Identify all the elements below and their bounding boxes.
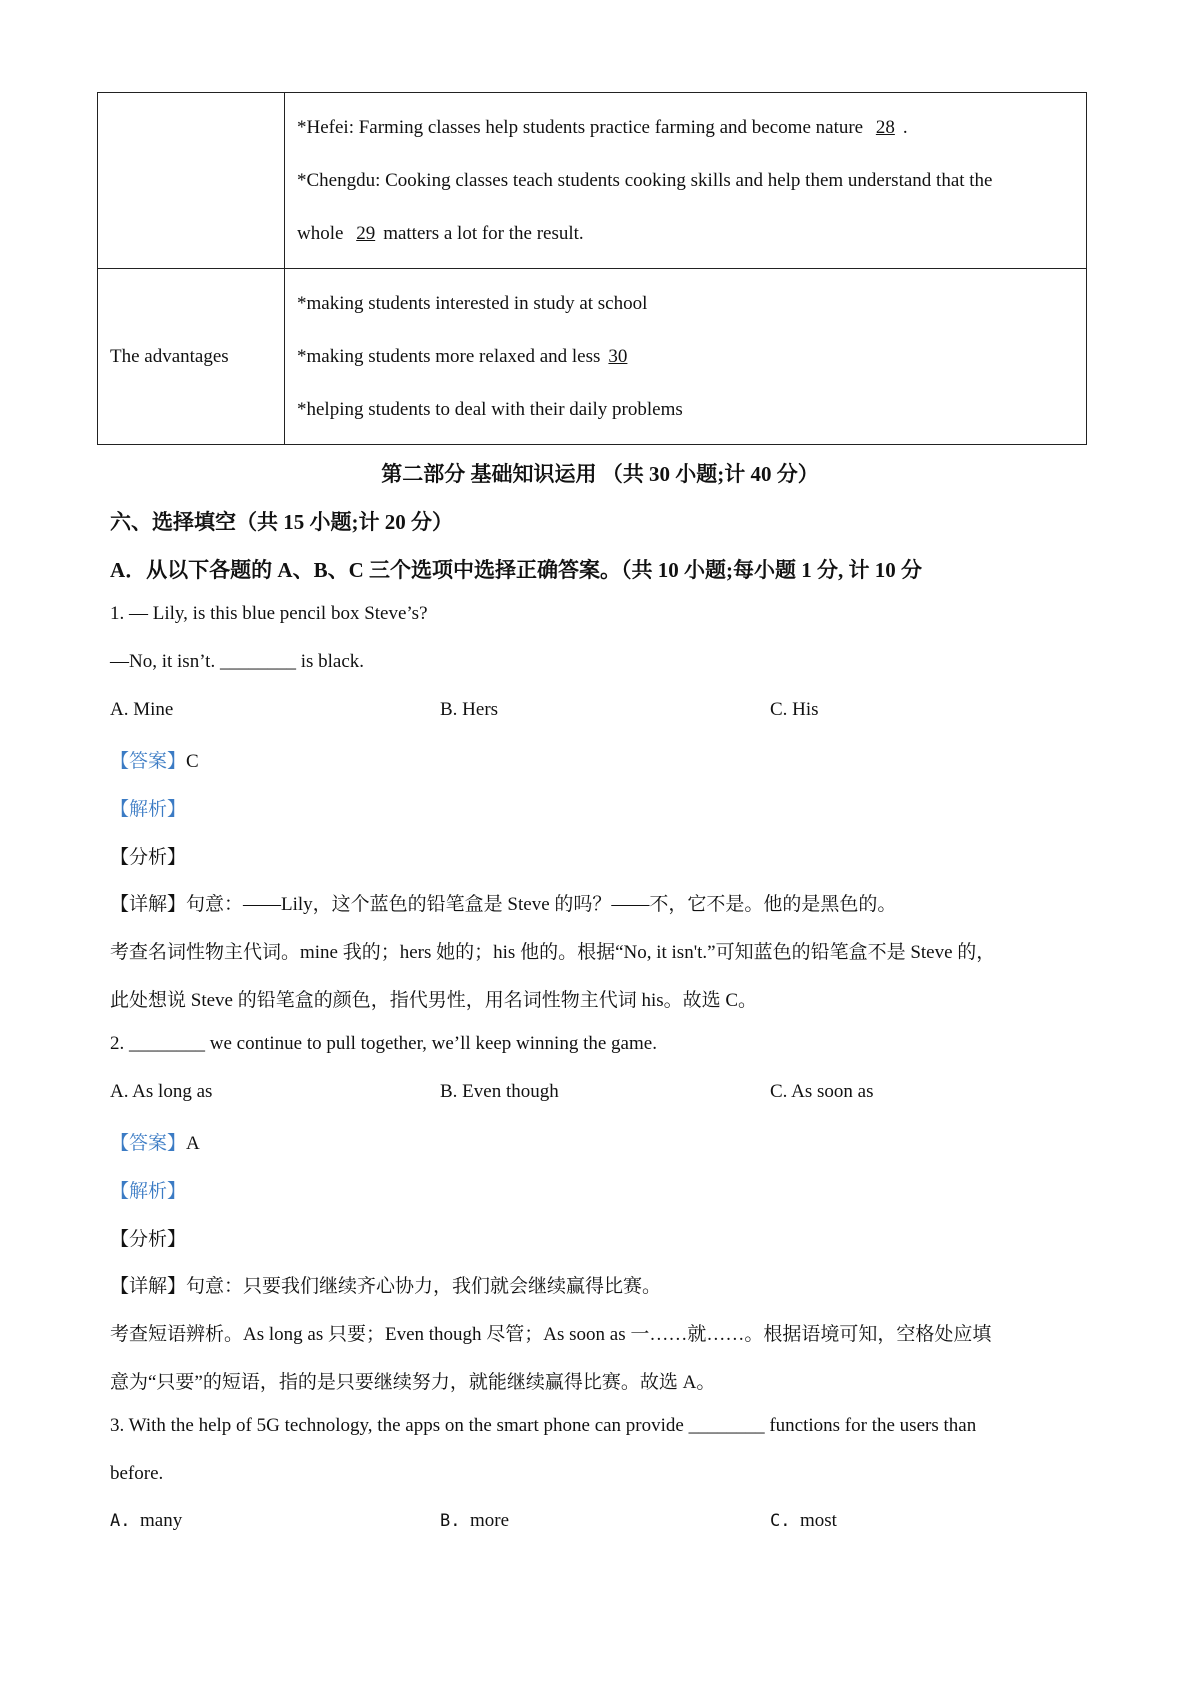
table-line: whole 29 matters a lot for the result. — [297, 223, 584, 244]
question-1-answer: 【答案】C — [110, 751, 199, 772]
table-line: *helping students to deal with their daily problems — [297, 399, 683, 420]
blank-29: 29 — [356, 223, 376, 244]
question-3-stem: 3. With the help of 5G technology, the apps on the smart phone can provide ________ functions for the users than — [110, 1415, 977, 1436]
question-2-analysis-tag: 【解析】 — [110, 1181, 187, 1202]
table-content-cell — [285, 93, 1087, 269]
summary-table — [97, 92, 1087, 445]
table-line: *Chengdu: Cooking classes teach students cooking skills and help them understand that the — [297, 170, 993, 191]
question-1-explain-line: 此处想说 Steve 的铅笔盒的颜色，指代男性，用名词性物主代词 his。故选 C。 — [110, 990, 758, 1011]
table-line: *making students interested in study at school — [297, 293, 648, 314]
question-1-fenxi: 【分析】 — [110, 847, 187, 868]
subsection-title: A．从以下各题的 A、B、C 三个选项中选择正确答案。（共 10 小题;每小题 1 分, 计 10 分 — [110, 558, 922, 582]
question-2-detail: 【详解】句意：只要我们继续齐心协力，我们就会继续赢得比赛。 — [110, 1276, 662, 1297]
question-1-detail: 【详解】句意：——Lily，这个蓝色的铅笔盒是 Steve 的吗？——不，它不是。他的是黑色的。 — [110, 894, 897, 915]
question-2-answer: 【答案】A — [110, 1133, 200, 1154]
question-1-option-a: A. Mine — [110, 699, 174, 720]
table-row — [98, 269, 1087, 445]
question-1-option-b: B. Hers — [440, 699, 499, 720]
question-2-option-c: C. As soon as — [770, 1081, 874, 1102]
question-2-option-b: B. Even though — [440, 1081, 559, 1102]
question-2-explain-line: 意为“只要”的短语，指的是只要继续努力，就能继续赢得比赛。故选 A。 — [110, 1372, 716, 1393]
question-3-option-c: C. most — [770, 1510, 837, 1531]
question-2-explain-line: 考查短语辨析。As long as 只要；Even though 尽管；As soon as 一……就……。根据语境可知，空格处应填 — [110, 1324, 992, 1345]
table-row — [98, 93, 1087, 269]
blank-28: 28 — [875, 117, 895, 138]
table-label-cell — [98, 93, 285, 269]
table-label-cell: The advantages — [98, 269, 285, 445]
table-line: *making students more relaxed and less 30 — [297, 330, 1074, 383]
question-1-stem: 1. — Lily, is this blue pencil box Steve’s? — [110, 603, 428, 624]
question-3-option-a: A. many — [110, 1510, 183, 1531]
question-1-reply: —No, it isn’t. ________ is black. — [110, 651, 365, 672]
question-1-option-c: C. His — [770, 699, 819, 720]
question-1-analysis-tag: 【解析】 — [110, 799, 187, 820]
question-2-fenxi: 【分析】 — [110, 1229, 187, 1250]
question-2-option-a: A. As long as — [110, 1081, 213, 1102]
question-3-option-b: B. more — [440, 1510, 510, 1531]
table-content-cell — [285, 269, 1087, 445]
table-line: *Hefei: Farming classes help students practice farming and become nature 28 . — [297, 117, 908, 138]
section-title: 六、选择填空（共 15 小题;计 20 分） — [110, 510, 453, 534]
question-3-stem-cont: before. — [110, 1463, 164, 1484]
question-1-explain-line: 考查名词性物主代词。mine 我的；hers 她的；his 他的。根据“No, it isn't.”可知蓝色的铅笔盒不是 Steve 的， — [110, 942, 996, 963]
question-2-stem: 2. ________ we continue to pull together, we’ll keep winning the game. — [110, 1033, 657, 1054]
blank-30: 30 — [608, 346, 628, 367]
part-title: 第二部分 基础知识运用 （共 30 小题;计 40 分） — [381, 462, 819, 486]
